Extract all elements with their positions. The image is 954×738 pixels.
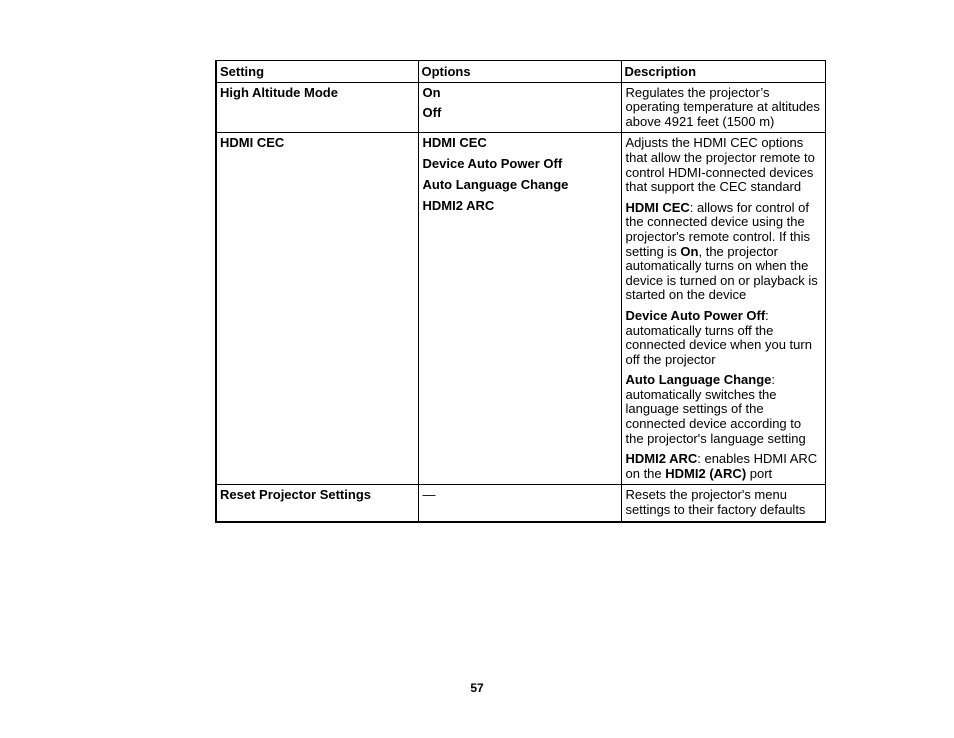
term-bold: HDMI CEC (625, 199, 690, 215)
table-row (216, 485, 825, 522)
option-item: Device Auto Power Off (422, 156, 563, 172)
description-cell (621, 82, 825, 133)
options-cell (418, 485, 621, 522)
options-cell (418, 133, 621, 485)
setting-name: High Altitude Mode (216, 82, 418, 133)
term-bold: Auto Language Change (625, 372, 772, 388)
description-text: , the projector automatically turns on when the device is turned on or playback is started on the device (625, 243, 818, 303)
description-paragraph (626, 452, 821, 481)
page-number: 57 (470, 681, 484, 695)
option-item: HDMI CEC (422, 135, 487, 151)
table-header-row (216, 61, 825, 83)
description-text: : allows for control of the connected device using the projector's remote control. If this setting is (625, 199, 811, 259)
header-setting: Setting (216, 61, 418, 83)
term-bold: Device Auto Power Off (625, 307, 766, 323)
description-cell (621, 133, 825, 485)
description-text: Adjusts the HDMI CEC options that allow the projector remote to control HDMI-connected devices that support the CEC standard (625, 135, 815, 195)
option-item: Auto Language Change (422, 177, 569, 193)
settings-table (215, 60, 826, 523)
option-item: Off (422, 105, 442, 121)
description-paragraph (626, 309, 821, 367)
description-cell (621, 485, 825, 522)
header-description: Description (621, 61, 825, 83)
term-bold: HDMI2 (ARC) (665, 465, 747, 481)
term-bold: HDMI2 ARC (625, 451, 698, 467)
description-text: : enables HDMI ARC on the (625, 451, 818, 481)
description-paragraph (626, 373, 821, 446)
description-text: Regulates the projector’s operating temperature at altitudes above 4921 feet (1500 m) (625, 84, 820, 129)
table-row (216, 133, 825, 485)
description-text: Resets the projector's menu settings to their factory defaults (625, 487, 806, 518)
option-item: — (422, 487, 436, 503)
description-text: : automatically switches the language settings of the connected device according to the projector's language setting (625, 372, 806, 446)
option-item: HDMI2 ARC (422, 198, 495, 214)
table-row (216, 82, 825, 133)
description-text: : automatically turns off the connected device when you turn off the projector (625, 307, 812, 367)
option-item: On (422, 84, 441, 100)
description-paragraph (626, 201, 821, 303)
options-cell (418, 82, 621, 133)
setting-name: HDMI CEC (216, 133, 418, 485)
description-text: port (746, 465, 773, 481)
header-options: Options (418, 61, 621, 83)
setting-name: Reset Projector Settings (216, 485, 418, 522)
term-bold: On (680, 243, 699, 259)
